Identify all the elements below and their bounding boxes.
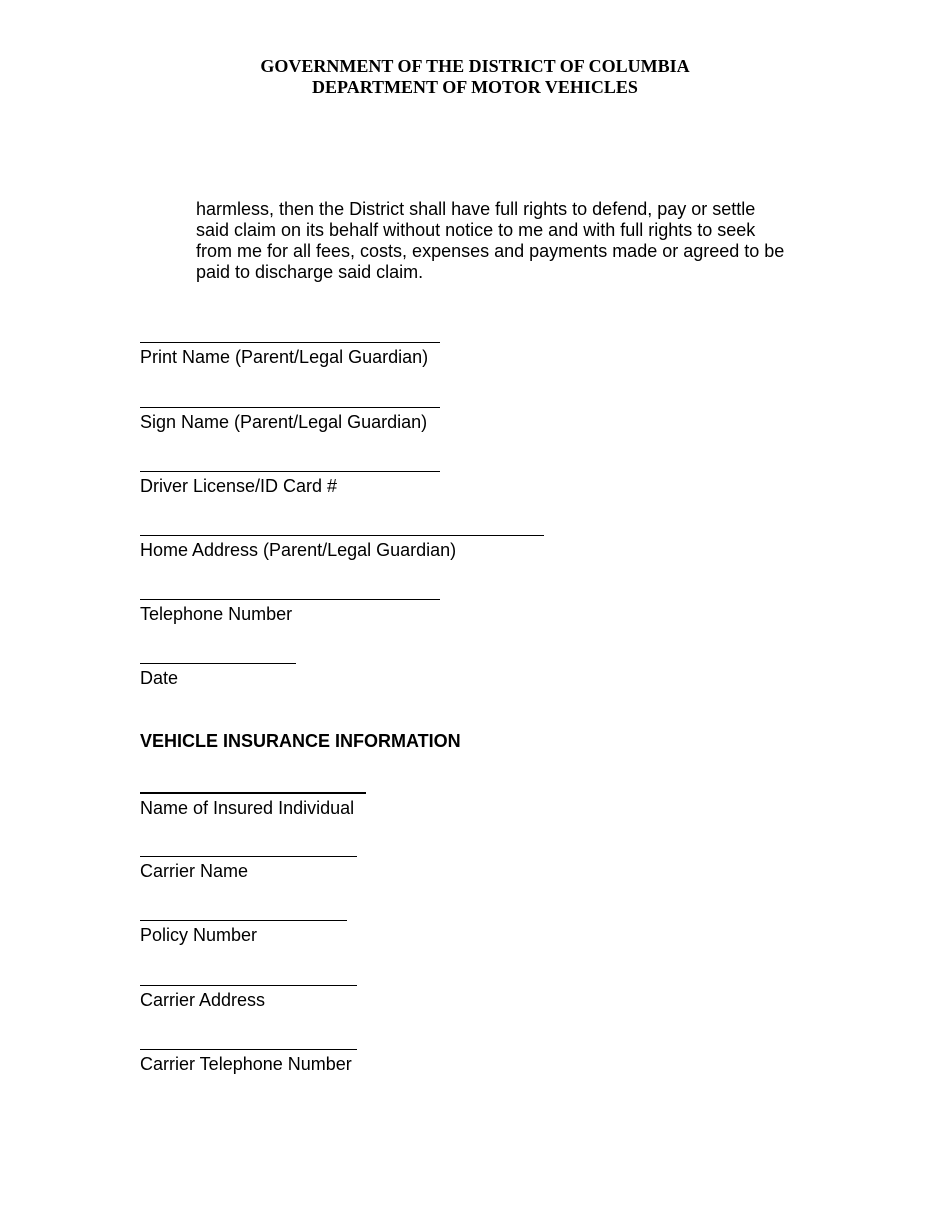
insured-name-label: Name of Insured Individual bbox=[140, 798, 355, 818]
driver-license-label: Driver License/ID Card # bbox=[140, 476, 338, 496]
sign-name-label: Sign Name (Parent/Legal Guardian) bbox=[140, 412, 428, 432]
carrier-name-field[interactable] bbox=[140, 856, 357, 882]
telephone-field[interactable] bbox=[140, 599, 440, 625]
carrier-name-line[interactable] bbox=[140, 856, 357, 857]
paragraph-line: said claim on its behalf without notice to me and with full rights to seek bbox=[196, 220, 756, 240]
telephone-label: Telephone Number bbox=[140, 604, 293, 624]
policy-number-field[interactable] bbox=[140, 920, 347, 946]
date-field[interactable] bbox=[140, 663, 296, 689]
telephone-line[interactable] bbox=[140, 599, 440, 600]
indemnity-paragraph bbox=[196, 199, 826, 283]
carrier-address-field[interactable] bbox=[140, 985, 357, 1011]
carrier-address-line[interactable] bbox=[140, 985, 357, 986]
print-name-signature-line[interactable] bbox=[140, 342, 440, 343]
paragraph-line: paid to discharge said claim. bbox=[196, 262, 424, 282]
driver-license-field[interactable] bbox=[140, 471, 440, 497]
insurance-section-title: VEHICLE INSURANCE INFORMATION bbox=[140, 731, 461, 751]
carrier-address-label: Carrier Address bbox=[140, 990, 266, 1010]
insured-name-field[interactable] bbox=[140, 792, 366, 819]
driver-license-line[interactable] bbox=[140, 471, 440, 472]
insured-name-line[interactable] bbox=[140, 792, 366, 794]
home-address-field[interactable] bbox=[140, 535, 544, 561]
carrier-telephone-field[interactable] bbox=[140, 1049, 357, 1075]
carrier-name-label: Carrier Name bbox=[140, 861, 249, 881]
header-government: GOVERNMENT OF THE DISTRICT OF COLUMBIA bbox=[260, 56, 690, 76]
print-name-field[interactable] bbox=[140, 342, 440, 368]
home-address-label: Home Address (Parent/Legal Guardian) bbox=[140, 540, 457, 560]
policy-number-line[interactable] bbox=[140, 920, 347, 921]
sign-name-signature-line[interactable] bbox=[140, 407, 440, 408]
policy-number-label: Policy Number bbox=[140, 925, 258, 945]
header-department: DEPARTMENT OF MOTOR VEHICLES bbox=[312, 77, 638, 97]
print-name-label: Print Name (Parent/Legal Guardian) bbox=[140, 347, 429, 367]
sign-name-field[interactable] bbox=[140, 407, 440, 433]
date-label: Date bbox=[140, 668, 179, 688]
carrier-telephone-label: Carrier Telephone Number bbox=[140, 1054, 352, 1074]
carrier-telephone-line[interactable] bbox=[140, 1049, 357, 1050]
paragraph-line: harmless, then the District shall have full rights to defend, pay or settle bbox=[196, 199, 756, 219]
document-header bbox=[0, 56, 950, 98]
home-address-line[interactable] bbox=[140, 535, 544, 536]
paragraph-line: from me for all fees, costs, expenses and payments made or agreed to be bbox=[196, 241, 785, 261]
date-line[interactable] bbox=[140, 663, 296, 664]
